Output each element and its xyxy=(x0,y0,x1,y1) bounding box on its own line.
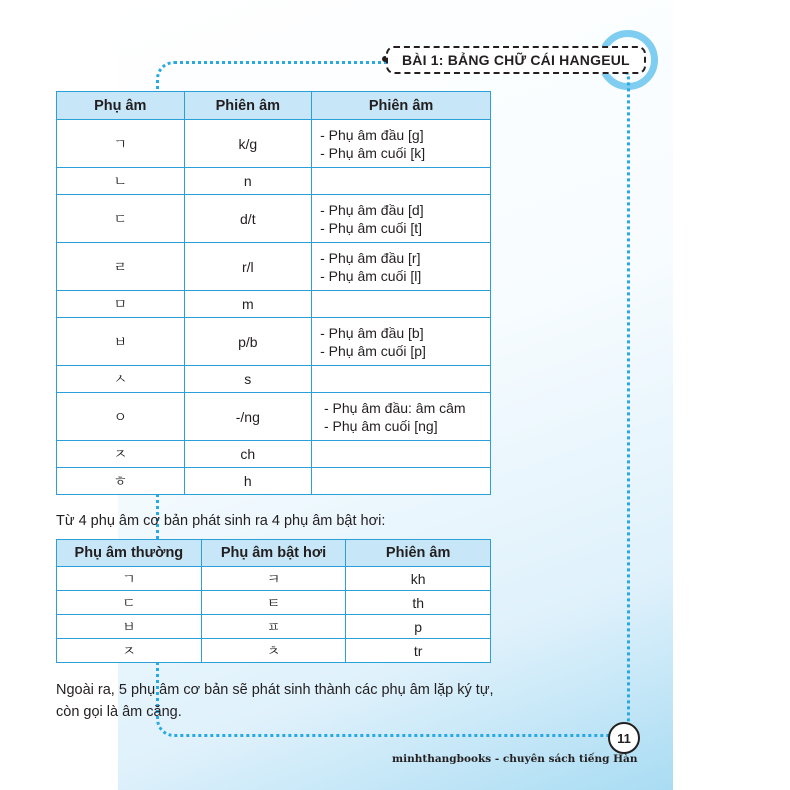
transcription-cell: r/l xyxy=(184,243,312,291)
aspirated-consonant-cell: ㅋ xyxy=(201,567,346,591)
table-row xyxy=(57,468,491,495)
transcription-cell: m xyxy=(184,291,312,318)
transcription-cell: s xyxy=(184,366,312,393)
consonant-cell: ㄴ xyxy=(57,168,185,195)
transcription-detail-cell xyxy=(312,393,491,441)
header-aspirated-consonant: Phụ âm bật hơi xyxy=(201,540,346,567)
detail-line: - Phụ âm cuối [k] xyxy=(320,144,426,161)
transcription-detail-cell xyxy=(312,468,491,495)
consonant-cell: ㄱ xyxy=(57,120,185,168)
header-plain-consonant: Phụ âm thường xyxy=(57,540,202,567)
table-row xyxy=(57,393,491,441)
plain-consonant-cell: ㄱ xyxy=(57,567,202,591)
plain-consonant-cell: ㅂ xyxy=(57,615,202,639)
table-row xyxy=(57,291,491,318)
consonant-cell: ㄷ xyxy=(57,195,185,243)
table-row xyxy=(57,567,491,591)
aspirated-intro-text: Từ 4 phụ âm cơ bản phát sinh ra 4 phụ âm bật hơi: xyxy=(56,513,386,529)
consonant-cell: ㅅ xyxy=(57,366,185,393)
detail-line: - Phụ âm cuối [l] xyxy=(320,267,422,284)
transcription-detail-cell xyxy=(312,441,491,468)
transcription-detail-cell xyxy=(312,243,491,291)
table-row xyxy=(57,615,491,639)
detail-line: - Phụ âm đầu [g] xyxy=(320,126,424,143)
transcription-detail-cell xyxy=(312,366,491,393)
transcription-cell: p/b xyxy=(184,318,312,366)
footer-publisher: minhthangbooks - chuyên sách tiếng Hàn xyxy=(392,753,638,765)
table-row xyxy=(57,441,491,468)
transcription-cell: n xyxy=(184,168,312,195)
transcription-cell: th xyxy=(346,591,491,615)
transcription-cell: ch xyxy=(184,441,312,468)
consonant-cell: ㅇ xyxy=(57,393,185,441)
table-row xyxy=(57,366,491,393)
transcription-cell: h xyxy=(184,468,312,495)
table-row xyxy=(57,243,491,291)
transcription-detail-cell xyxy=(312,195,491,243)
detail-line: - Phụ âm cuối [t] xyxy=(320,219,423,236)
transcription-cell: d/t xyxy=(184,195,312,243)
transcription-detail-cell xyxy=(312,318,491,366)
header-transcription-detail: Phiên âm xyxy=(312,92,491,120)
table-row xyxy=(57,591,491,615)
header-transcription: Phiên âm xyxy=(346,540,491,567)
consonant-cell: ㅎ xyxy=(57,468,185,495)
table-row xyxy=(57,168,491,195)
detail-line: - Phụ âm đầu [b] xyxy=(320,324,424,341)
header-consonant: Phụ âm xyxy=(57,92,185,120)
aspirated-consonant-cell: ㅌ xyxy=(201,591,346,615)
consonant-cell: ㅁ xyxy=(57,291,185,318)
transcription-cell: kh xyxy=(346,567,491,591)
transcription-detail-cell xyxy=(312,120,491,168)
detail-line: - Phụ âm đầu [d] xyxy=(320,201,424,218)
transcription-cell: -/ng xyxy=(184,393,312,441)
consonant-cell: ㅂ xyxy=(57,318,185,366)
table-row xyxy=(57,318,491,366)
transcription-cell: p xyxy=(346,615,491,639)
page-number: 11 xyxy=(608,722,640,754)
plain-consonant-cell: ㅈ xyxy=(57,639,202,663)
aspirated-consonant-cell: ㅍ xyxy=(201,615,346,639)
table-row xyxy=(57,195,491,243)
detail-line: - Phụ âm đầu [r] xyxy=(320,249,421,266)
table-header-row xyxy=(57,540,491,567)
transcription-detail-cell xyxy=(312,168,491,195)
consonant-cell: ㅈ xyxy=(57,441,185,468)
consonant-table xyxy=(56,91,491,495)
plain-consonant-cell: ㄷ xyxy=(57,591,202,615)
tense-consonant-text: Ngoài ra, 5 phụ âm cơ bản sẽ phát sinh thành các phụ âm lặp ký tự, còn gọi là âm căng. xyxy=(56,682,494,720)
table-row xyxy=(57,639,491,663)
lesson-title: BÀI 1: BẢNG CHỮ CÁI HANGEUL xyxy=(386,46,646,74)
transcription-detail-cell xyxy=(312,291,491,318)
detail-line: - Phụ âm đầu: âm câm xyxy=(320,399,466,416)
detail-line: - Phụ âm cuối [ng] xyxy=(320,417,438,434)
table-header-row xyxy=(57,92,491,120)
table-row xyxy=(57,120,491,168)
detail-line: - Phụ âm cuối [p] xyxy=(320,342,426,359)
transcription-cell: k/g xyxy=(184,120,312,168)
transcription-cell: tr xyxy=(346,639,491,663)
aspirated-table xyxy=(56,539,491,663)
consonant-cell: ㄹ xyxy=(57,243,185,291)
header-transcription: Phiên âm xyxy=(184,92,312,120)
aspirated-consonant-cell: ㅊ xyxy=(201,639,346,663)
